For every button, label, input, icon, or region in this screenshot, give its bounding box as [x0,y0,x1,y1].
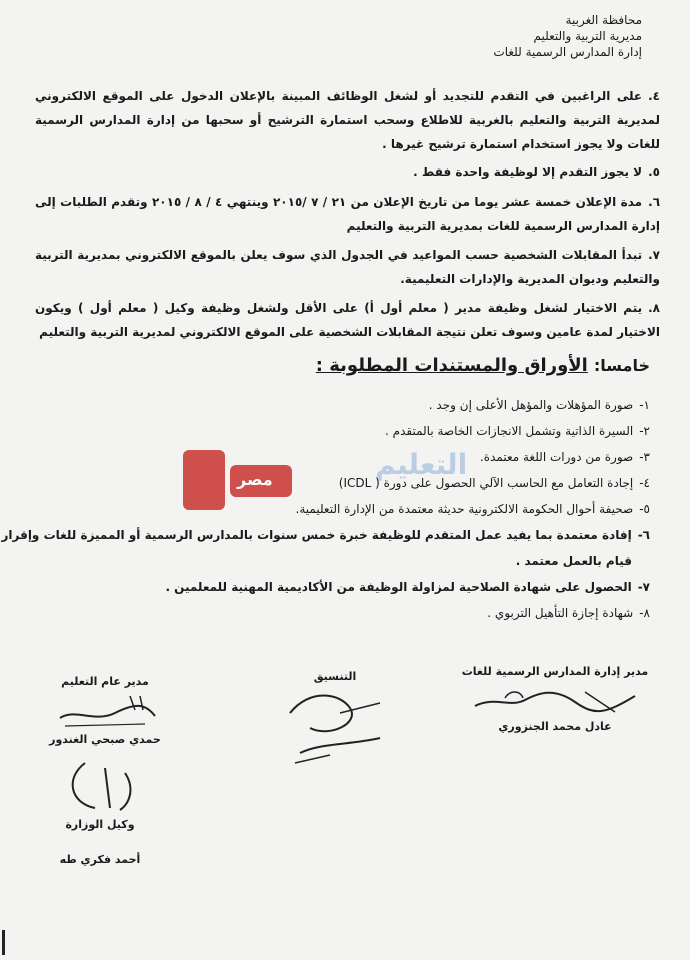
clause-7: ٧.تبدأ المقابلات الشخصية حسب المواعيد في الجدول الذي سوف يعلن بالموقع الالكتروني بمديرية التربية والتعليم وديوان المديرية والإدارات التعليمية. [35,248,660,286]
signature-schools-director: مدير إدارة المدارس الرسمية للغات عادل محمد الجنزوري [461,665,649,733]
administration-line: إدارة المدارس الرسمية للغات [493,45,642,59]
document-item-8: ٨-شهادة إجازة التأهيل التربوي . [487,606,650,620]
document-item-7: ٧-الحصول على شهادة الصلاحية لمزاولة الوظيفة من الأكاديمية المهنية للمعلمين . [165,580,650,594]
documents-list [1,392,650,626]
signature-coordination: التنسيق [265,670,405,773]
page-margin-mark [2,930,5,955]
document-item-2: ٢-السيرة الذاتية وتشمل الانجازات الخاصة بالمتقدم . [385,424,650,438]
directorate-line: مديرية التربية والتعليم [533,29,642,43]
handwritten-signature [35,758,165,818]
watermark-brand-text: مصر [237,470,273,489]
signature-undersecretary: وكيل الوزارة أحمد فكري طه [30,758,170,866]
handwritten-initials [270,683,400,773]
letterhead [493,12,642,60]
clause-5: ٥.لا يجوز التقدم إلا لوظيفة واحدة فقط . [413,165,660,179]
clause-8: ٨.يتم الاختيار لشغل وظيفة مدير ( معلم أول أ) على الأقل ولشغل وظيفة وكيل ( معلم أول ) ويكون الاختيار لمدة عامين وسوف تعلن نتيجة المقابلات الشخصية على الموقع الالكتروني لمديرية التربية والتعليم [35,301,660,339]
document-item-3: ٣-صورة من دورات اللغة معتمدة. [479,450,650,464]
document-item-6: ٦-إفادة معتمدة بما يفيد عمل المتقدم للوظيفة خبرة خمس سنوات بالمدارس الرسمية أو المميزة للغات وإقرار [1,528,650,542]
governorate-line: محافظة الغربية [565,13,642,27]
clause-6: ٦.مدة الإعلان خمسة عشر يوما من تاريخ الإعلان من ٢١ / ٧ /٢٠١٥ وينتهي ٤ / ٨ / ٢٠١٥ وتقدم الطلبات إلى إدارة المدارس الرسمية للغات بمديرية التربية والتعليم [35,195,661,233]
document-item-6-cont: قيام بالعمل معتمد . [515,554,632,568]
handwritten-signature [45,688,165,733]
watermark-title: التعليم [375,448,468,481]
handwritten-signature [465,678,645,720]
section-heading: خامسا:الأوراق والمستندات المطلوبة : [315,355,650,376]
document-item-5: ٥-صحيفة أحوال الحكومة الالكترونية حديثة معتمدة من الإدارة التعليمية. [295,502,650,516]
signature-general-director: مدير عام التعليم حمدي صبحي الغندور [30,675,180,746]
clause-4: ٤.على الراغبين في التقدم للتجديد أو لشغل الوظائف المبينة بالإعلان الدخول على الموقع الالكتروني لمديرية التربية والتعليم بالغربية للاطلاع وسحب استمارة الترشيح أو سحبها من إدارة المدارس الرسمية للغات ولا يجوز استخدام استمارة ترشيح غيرها . [35,89,660,151]
document-item-1: ١-صورة المؤهلات والمؤهل الأعلى إن وجد . [428,398,650,412]
document-item-4: ٤-إجادة التعامل مع الحاسب الآلي الحصول على دورة ( ICDL) [338,476,650,490]
